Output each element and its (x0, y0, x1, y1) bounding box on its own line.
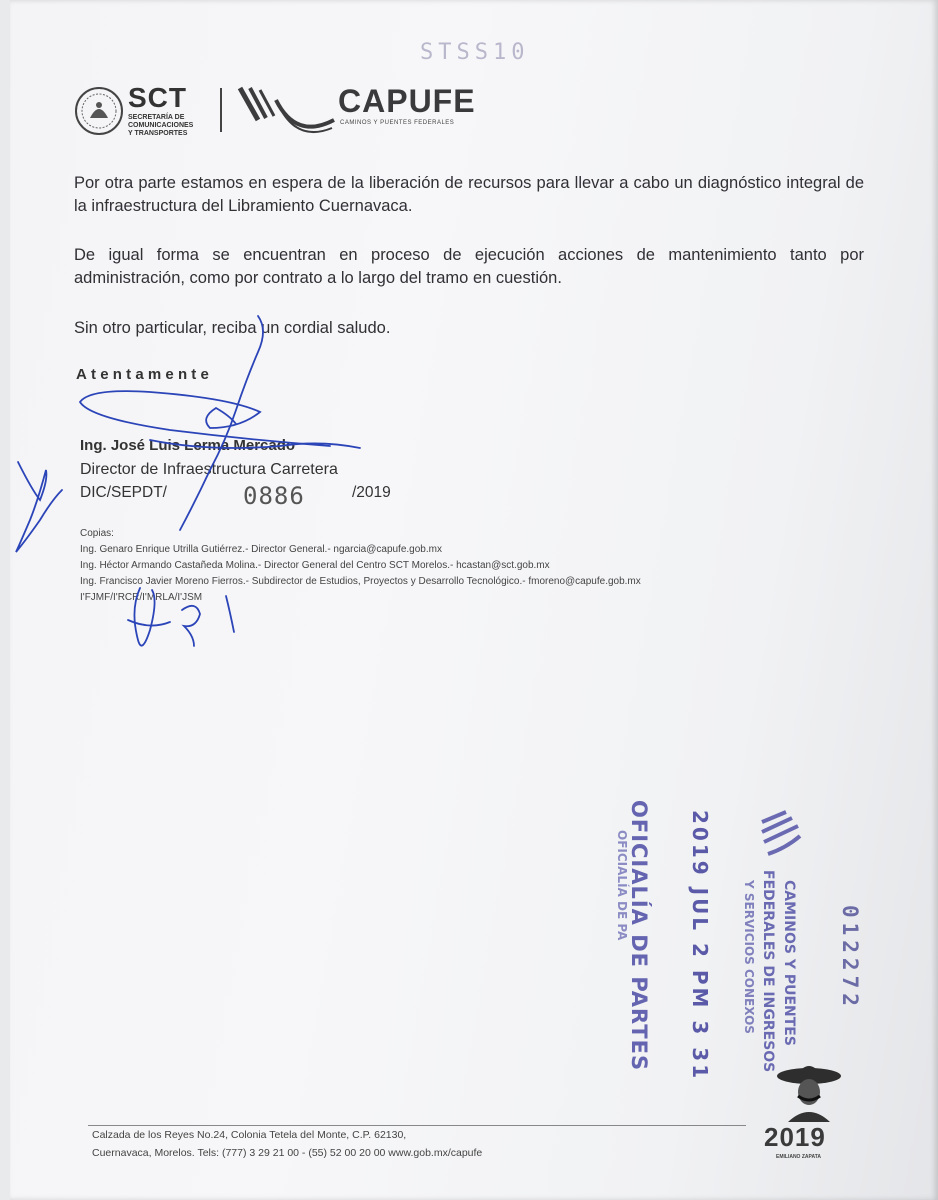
capufe-stamp-logo-icon (756, 808, 806, 868)
oficialia-stamp: OFICIALÍA DE PARTES (627, 800, 651, 1072)
oficialia-stamp-faint: OFICIALÍA DE PA (615, 830, 629, 941)
sct-logo (128, 84, 193, 138)
mexico-seal-logo (74, 86, 124, 136)
footer-divider (88, 1125, 746, 1126)
paragraph-1: Por otra parte estamos en espera de la liberación de recursos para llevar a cabo un diagnóstico integral de la infraestructura del Libramiento Cuernavaca. (74, 174, 864, 215)
sct-subtitle-line: SECRETARÍA DE (128, 114, 185, 121)
signer-name: Ing. José Luis Lerma Mercado (80, 437, 296, 454)
reference-year: /2019 (352, 484, 391, 501)
capufe-road-icon (236, 80, 336, 136)
header-divider (220, 88, 222, 132)
copia-item: Ing. Francisco Javier Moreno Fierros.- Subdirector de Estudios, Proyectos y Desarrollo Tecnológico.- fmoreno@capufe.gob.mx (80, 576, 641, 587)
reference-number: 0886 (243, 482, 305, 510)
received-date-stamp: 2019 JUL 2 PM 3 31 (688, 810, 712, 1082)
faint-stamp-top: STSS10 (420, 40, 530, 65)
sct-subtitle (128, 114, 193, 138)
signer-role: Director de Infraestructura Carretera (80, 461, 338, 478)
footer-contact: Cuernavaca, Morelos. Tels: (777) 3 29 21 00 - (55) 52 00 20 00 www.gob.mx/capufe (92, 1147, 483, 1159)
year-2019-logo: 2019 (764, 1122, 826, 1152)
copia-item: Ing. Genaro Enrique Utrilla Gutiérrez.- Director General.- ngarcia@capufe.gob.mx (80, 544, 442, 555)
copia-initials: I'FJMF/I'RCR/I'MRLA/I'JSM (80, 592, 203, 603)
copia-item: Ing. Héctor Armando Castañeda Molina.- Director General del Centro SCT Morelos.- hcastan@sct.gob.mx (80, 560, 550, 571)
closing-atentamente: Atentamente (76, 366, 214, 383)
year-logo-subtitle: EMILIANO ZAPATA (776, 1154, 821, 1160)
copias-label: Copias: (80, 528, 114, 539)
sct-title: SCT (128, 82, 187, 113)
reference-prefix: DIC/SEPDT/ (80, 484, 167, 501)
paragraph-2: De igual forma se encuentran en proceso de ejecución acciones de mantenimiento tanto por administración, como por contrato a lo largo del tramo en cuestión. (74, 246, 864, 287)
folio-number-stamp: 012272 (838, 905, 862, 1011)
capufe-stamp-line: FEDERALES DE INGRESOS (760, 870, 776, 1073)
footer-address: Calzada de los Reyes No.24, Colonia Tetela del Monte, C.P. 62130, (92, 1129, 407, 1141)
capufe-stamp-line: CAMINOS Y PUENTES (781, 880, 797, 1046)
sct-subtitle-line: COMUNICACIONES (128, 122, 194, 129)
capufe-title: CAPUFE (338, 83, 476, 119)
capufe-stamp-line: Y SERVICIOS CONEXOS (742, 880, 756, 1034)
capufe-subtitle: CAMINOS Y PUENTES FEDERALES (340, 120, 455, 126)
paragraph-3: Sin otro particular, reciba un cordial saludo. (74, 319, 391, 337)
sct-subtitle-line: Y TRANSPORTES (128, 130, 188, 137)
zapata-portrait-icon (774, 1058, 844, 1122)
